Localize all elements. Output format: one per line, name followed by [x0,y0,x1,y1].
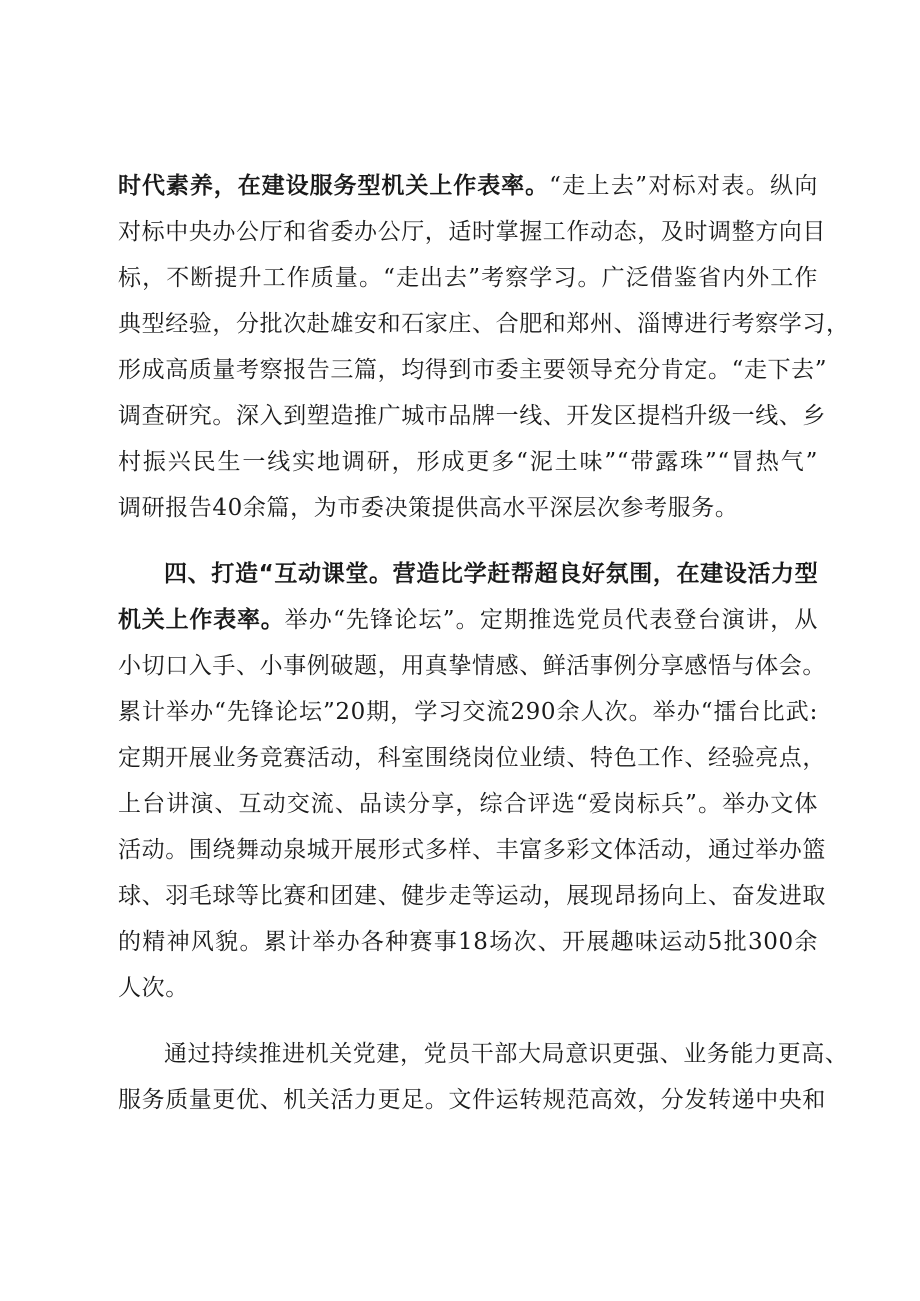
paragraph1-line3: 标，不断提升工作质量。“走出去”考察学习。广泛借鉴省内外工作 [118,265,818,291]
paragraph2-line3: 小切口入手、小事例破题，用真挚情感、鲜活事例分享感悟与体会。 [118,653,826,679]
paragraph2-line10: 人次。 [118,975,189,1001]
paragraph1-line8: 调研报告40余篇，为市委决策提供高水平深层次参考服务。 [118,495,739,521]
paragraph1-line1-rest: “走上去”对标对表。纵向 [549,173,818,199]
paragraph1-line4: 典型经验，分批次赴雄安和石家庄、合肥和郑州、淄博进行考察学习， [118,311,850,337]
paragraph2-line8: 球、羽毛球等比赛和团建、健步走等运动，展现昂扬向上、奋发进取 [118,883,826,909]
paragraph2-line4: 累计举办“先锋论坛”20期，学习交流290余人次。举办“擂台比武: [118,699,818,725]
paragraph1-line5: 形成高质量考察报告三篇，均得到市委主要领导充分肯定。“走下去” [118,357,828,383]
paragraph2-line2-rest: 举办“先锋论坛”。定期推选党员代表登台演讲，从 [284,607,818,633]
paragraph1-line6: 调查研究。深入到塑造推广城市品牌一线、开发区提档升级一线、乡 [118,403,826,429]
paragraph2-line2 [118,600,818,640]
paragraph3-line1: 通过持续推进机关党建，党员干部大局意识更强、业务能力更高、 [164,1041,849,1067]
paragraph1-line1 [118,166,818,206]
paragraph2-line7: 活动。围绕舞动泉城开展形式多样、丰富多彩文体活动，通过举办篮 [118,837,826,863]
paragraph1-line7: 村振兴民生一线实地调研，形成更多“泥土味”“带露珠”“冒热气” [118,449,818,475]
paragraph2-line6: 上台讲演、互动交流、品读分享，综合评选“爱岗标兵”。举办文体 [118,791,818,817]
paragraph1-bold-lead: 时代素养，在建设服务型机关上作表率。 [118,173,550,199]
paragraph2-heading-line1: 四、打造“互动课堂。营造比学赶帮超良好氛围，在建设活力型 [164,561,818,587]
paragraph2-line9: 的精神风貌。累计举办各种赛事18场次、开展趣味运动5批300余 [118,929,818,955]
paragraph2-heading-line2: 机关上作表率。 [118,607,285,633]
paragraph2-line5: 定期开展业务竞赛活动，科室围绕岗位业绩、特色工作、经验亮点， [118,745,826,771]
paragraph3-line2: 服务质量更优、机关活力更足。文件运转规范高效，分发转递中央和 [118,1087,826,1113]
paragraph1-line2: 对标中央办公厅和省委办公厅，适时掌握工作动态，及时调整方向目 [118,219,826,245]
